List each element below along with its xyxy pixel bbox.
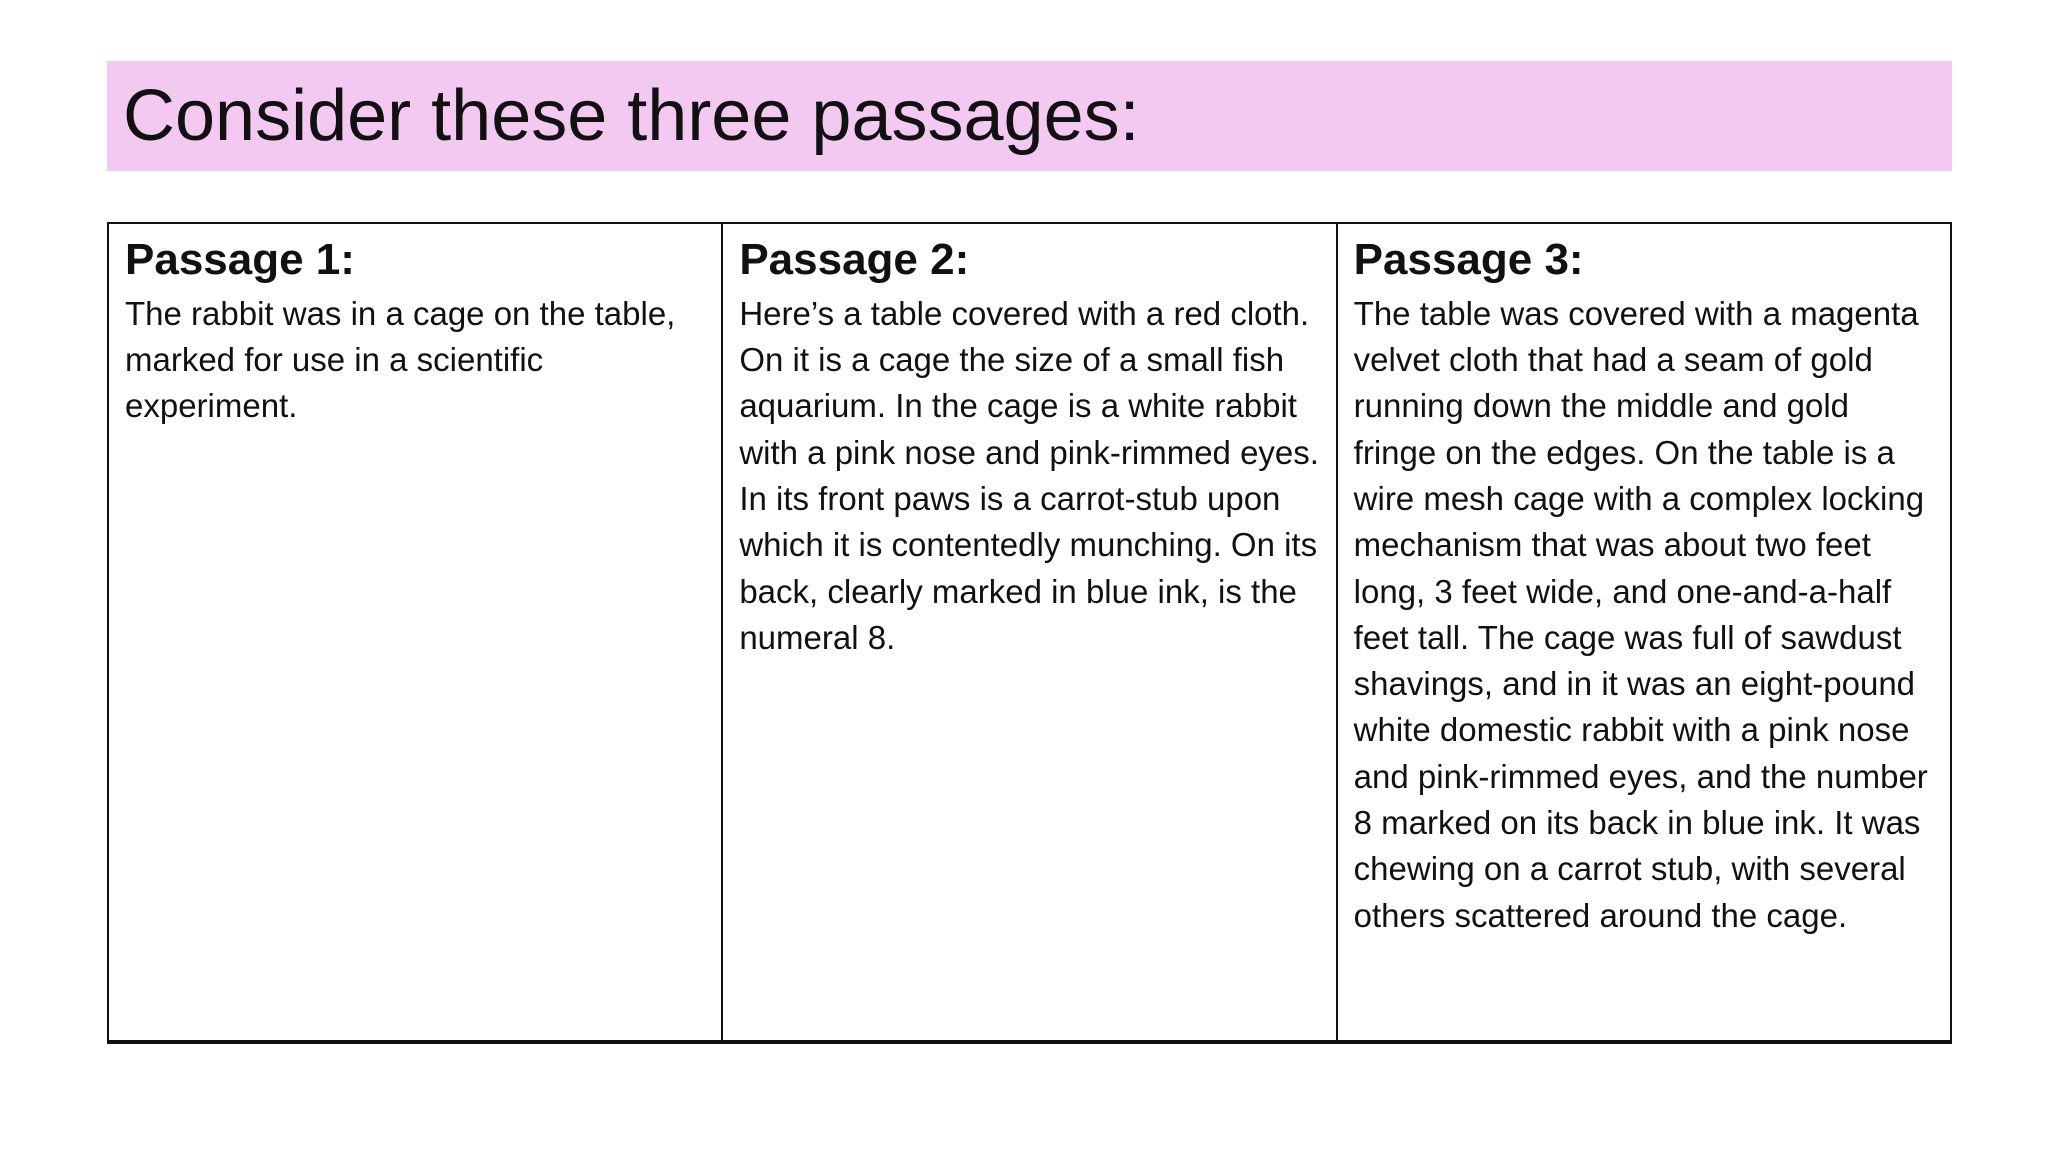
passage-3-heading: Passage 3: bbox=[1353, 235, 1584, 284]
title-banner bbox=[107, 61, 1952, 171]
passage-cell-3 bbox=[1337, 223, 1951, 1042]
passage-1-heading: Passage 1: bbox=[125, 235, 355, 284]
passage-2-heading: Passage 2: bbox=[739, 235, 970, 284]
passage-cell-2 bbox=[722, 223, 1336, 1042]
passage-3-text: The table was covered with a magenta velvet cloth that had a seam of gold running down the middle and gold fringe on the edges. On the table is a wire mesh cage with a complex locking mechanism that was about two feet long, 3 feet wide, and one-and-a-half feet tall. The cage was full of sawdust shavings, and in it was an eight-pound white domestic rabbit with a pink nose and pink-rimmed eyes, and the number 8 marked on its back in blue ink. It was chewing on a carrot stub, with several others scattered around the cage. bbox=[1353, 294, 1928, 934]
passages-row bbox=[108, 223, 1951, 1042]
passage-1-text: The rabbit was in a cage on the table, marked for use in a scientific experiment. bbox=[125, 294, 676, 425]
passages-table bbox=[107, 222, 1952, 1044]
slide-title: Consider these three passages: bbox=[123, 76, 1140, 156]
passage-cell-1 bbox=[108, 223, 722, 1042]
passage-2-text: Here’s a table covered with a red cloth. On it is a cage the size of a small fish aquarium. In the cage is a white rabbit with a pink nose and pink-rimmed eyes. In its front paws is a carrot-stub upon which it is contentedly munching. On its back, clearly marked in blue ink, is the numeral 8. bbox=[739, 294, 1319, 656]
